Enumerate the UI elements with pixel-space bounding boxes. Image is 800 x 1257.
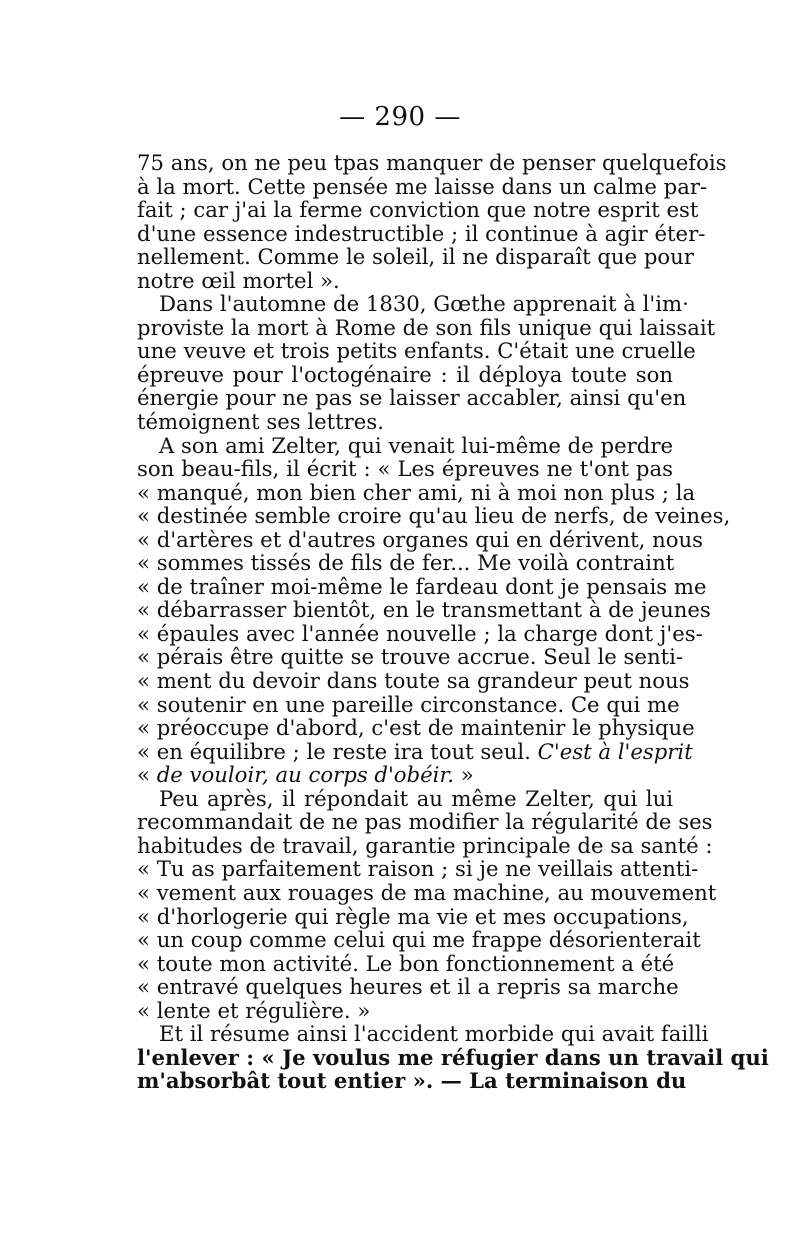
text-line (137, 1044, 769, 1070)
line-text: fait ; car j'ai la ferme conviction que notre esprit est (137, 197, 699, 223)
text-line (137, 597, 711, 623)
line-text: recommandait de ne pas modifier la régularité de ses (137, 809, 713, 835)
line-text: « de traîner moi-même le fardeau dont je pensais me (137, 573, 707, 599)
line-text: 75 ans, on ne peu tpas manquer de penser quelquefois (137, 150, 727, 175)
text-line (137, 952, 673, 976)
page-number: — 290 — (339, 102, 461, 132)
line-text: « lente et régulière. » (137, 997, 371, 1023)
text-line (137, 763, 673, 787)
text-line (137, 244, 694, 270)
line-text: « préoccupe d'abord, c'est de maintenir le physique (137, 715, 695, 741)
line-text: « soutenir en une pareille circonstance. Ce qui me (137, 691, 680, 717)
text-line (137, 620, 703, 646)
line-text: « entravé quelques heures et il a repris sa marche (137, 974, 679, 1000)
line-italic-text: de vouloir, au corps d'obéir. (156, 762, 454, 788)
text-line (137, 1068, 687, 1094)
line-text: A son ami Zelter, qui venait lui-même de perdre (159, 432, 673, 458)
text-line (137, 526, 703, 552)
text-line (137, 1021, 709, 1047)
text-line (137, 269, 673, 293)
line-text: à la mort. Cette pensée me laisse dans un calme par- (137, 173, 708, 199)
text-line (137, 338, 696, 364)
text-line (137, 434, 673, 458)
line-text: « d'horlogerie qui règle ma vie et mes occupations, (137, 903, 689, 929)
text-line (137, 715, 695, 741)
body-text (137, 150, 769, 1094)
text-line (137, 220, 706, 246)
text-line (137, 410, 673, 434)
line-text: m'absorbât tout entier ». — La terminaison du (137, 1068, 687, 1094)
line-text: « sommes tissés de fils de fer... Me voilà contraint (137, 550, 675, 576)
line-closing-text: » (453, 762, 474, 788)
line-text: d'une essence indestructible ; il continue à agir éter- (137, 220, 706, 246)
line-text: « destinée semble croire qu'au lieu de nerfs, de veines, (137, 503, 731, 529)
line-text: une veuve et trois petits enfants. C'était une cruelle (137, 338, 696, 364)
line-text: épreuve pour l'octogénaire : il déploya toute son (137, 361, 673, 387)
line-text: énergie pour ne pas se laisser accabler, ainsi qu'en (137, 385, 687, 411)
text-line (137, 291, 689, 317)
line-text: « vement aux rouages de ma machine, au mouvement (137, 879, 717, 905)
line-text: « d'artères et d'autres organes qui en dérivent, nous (137, 526, 703, 552)
line-text: Et il résume ainsi l'accident morbide qui avait failli (159, 1021, 709, 1047)
line-text: habitudes de travail, garantie principale de sa santé : (137, 832, 713, 858)
text-line (137, 832, 713, 858)
line-text: « pérais être quitte se trouve accrue. Seul le senti- (137, 644, 684, 670)
text-line (137, 573, 707, 599)
text-line (137, 691, 680, 717)
line-text: « un coup comme celui qui me frappe désorienterait (137, 927, 701, 953)
text-line (137, 457, 673, 481)
text-line (137, 385, 687, 411)
text-line (137, 999, 673, 1023)
line-text: proviste la mort à Rome de son fils unique qui laissait (137, 314, 716, 340)
line-text: « Tu as parfaitement raison ; si je ne veillais attenti- (137, 856, 699, 882)
text-line (137, 479, 696, 505)
text-line (137, 974, 679, 1000)
text-line (137, 503, 731, 529)
text-line (137, 668, 690, 694)
text-line (137, 809, 713, 835)
line-text: Dans l'automne de 1830, Gœthe apprenait à l'im· (159, 291, 689, 317)
text-line (137, 314, 716, 340)
text-line (137, 644, 684, 670)
line-text: « débarrasser bientôt, en le transmettant à de jeunes (137, 597, 711, 623)
line-text: Peu après, il répondait au même Zelter, qui lui (159, 785, 673, 811)
text-line (137, 738, 693, 764)
text-line (137, 856, 699, 882)
line-text: « toute mon activité. Le bon fonctionnement a été (137, 950, 675, 976)
text-line (137, 903, 689, 929)
line-text: « ment du devoir dans toute sa grandeur peut nous (137, 668, 690, 694)
text-line (137, 927, 701, 953)
line-text: l'enlever : « Je voulus me réfugier dans un travail qui (137, 1044, 769, 1070)
line-text: « en équilibre ; le reste ira tout seul. (137, 738, 538, 764)
line-italic-text: C'est à l'esprit (537, 738, 693, 764)
line-text: « manqué, mon bien cher ami, ni à moi non plus ; la (137, 479, 696, 505)
line-text: « (137, 762, 157, 788)
line-text: nellement. Comme le soleil, il ne disparaît que pour (137, 244, 694, 270)
text-line (137, 197, 699, 223)
text-line (137, 787, 673, 811)
line-text: notre œil mortel ». (137, 267, 340, 293)
text-line (137, 363, 673, 387)
text-line (137, 173, 708, 199)
text-line (137, 879, 717, 905)
line-text: témoignent ses lettres. (137, 409, 384, 435)
text-line (137, 150, 727, 175)
line-text: « épaules avec l'année nouvelle ; la charge dont j'es- (137, 620, 703, 646)
line-text: son beau-fils, il écrit : « Les épreuves ne t'ont pas (137, 456, 673, 482)
text-line (137, 551, 673, 575)
